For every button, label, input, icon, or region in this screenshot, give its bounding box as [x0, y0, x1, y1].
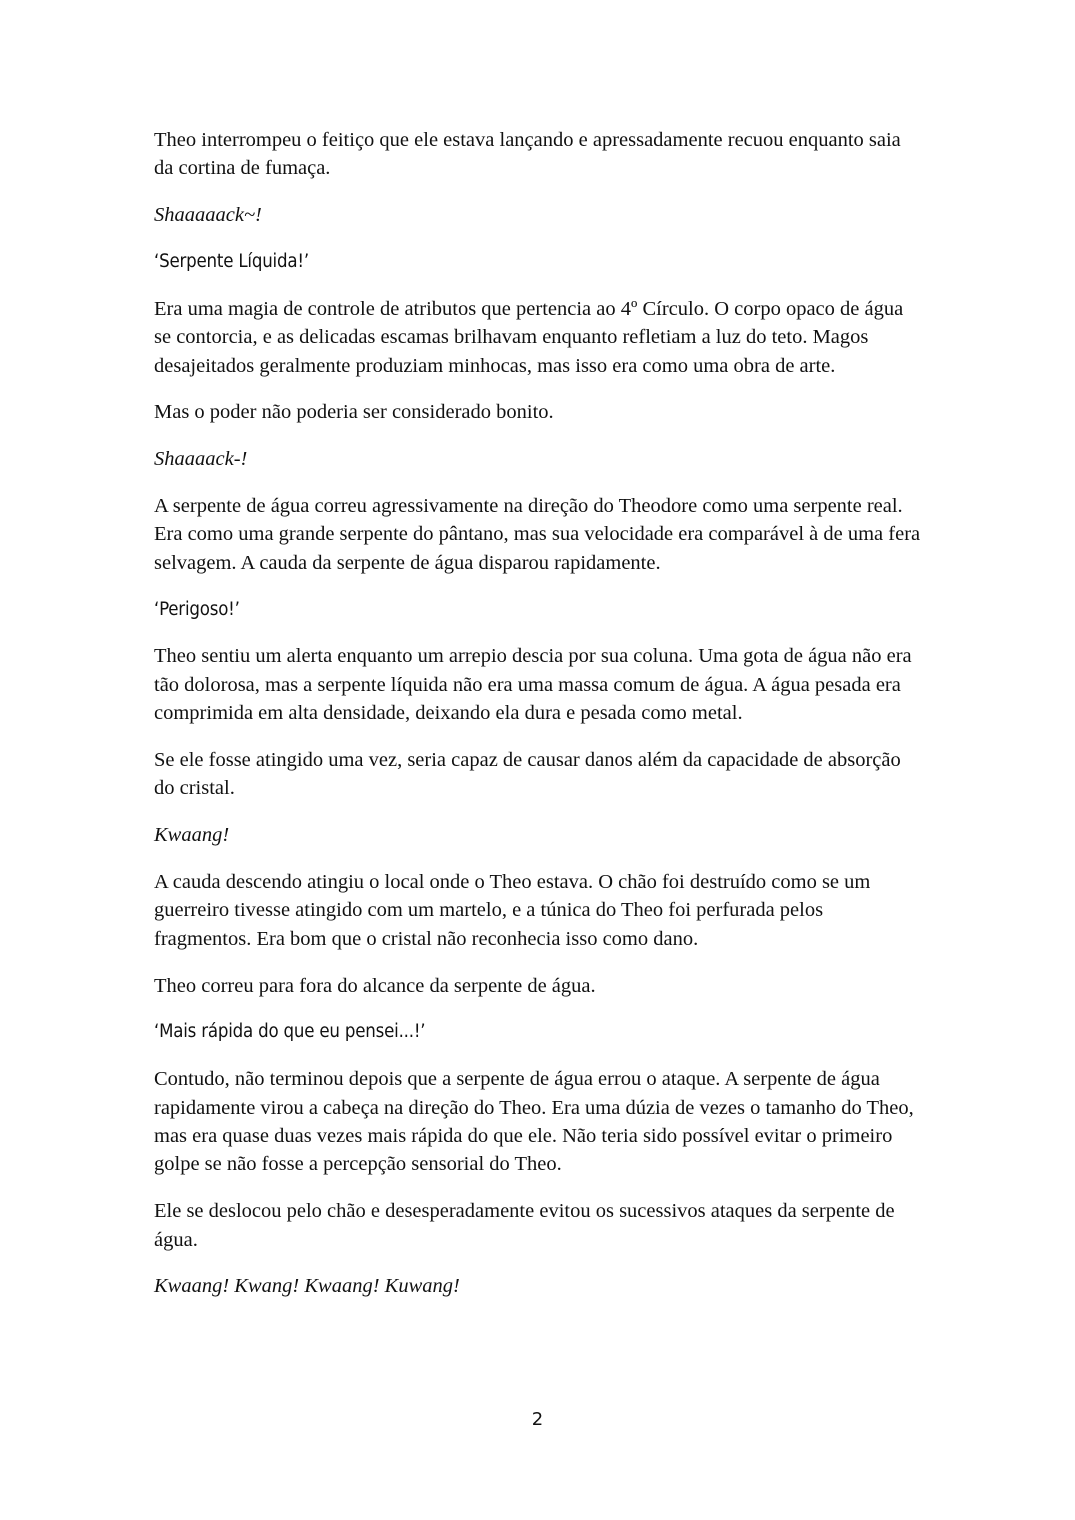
paragraph: Theo correu para fora do alcance da serpente de água.: [154, 974, 596, 997]
sound-effect: Shaaaaack~!: [154, 204, 262, 227]
sound-effect: Shaaaack-!: [154, 448, 248, 471]
paragraph: Theo interrompeu o feitiço que ele estava lançando e apressadamente recuou enquanto saia da cortina de fumaça.: [154, 129, 901, 180]
paragraph: Era uma magia de controle de atributos que pertencia ao 4º Círculo. O corpo opaco de água se contorcia, e as delicadas escamas brilhavam enquanto refletiam a luz do teto. Magos desajeitados geralmente produziam minhocas, mas isso era como uma obra de arte.: [154, 297, 904, 377]
paragraph: A cauda descendo atingiu o local onde o Theo estava. O chão foi destruído como se um guerreiro tivesse atingido com um martelo, e a túnica do Theo foi perfurada pelos fragmentos. Era bom que o cristal não reconhecia isso como dano.: [154, 871, 871, 950]
inner-thought: ‘Mais rápida do que eu pensei...!’: [154, 1021, 426, 1043]
document-body: [154, 126, 922, 1319]
page-number: 2: [531, 1409, 544, 1430]
inner-thought: ‘Perigoso!’: [154, 598, 240, 620]
paragraph: Contudo, não terminou depois que a serpente de água errou o ataque. A serpente de água rapidamente virou a cabeça na direção do Theo. Era uma dúzia de vezes o tamanho do Theo, mas era quase duas vezes mais rápida do que ele. Não teria sido possível evitar o primeiro golpe se não fosse a percepção sensorial do Theo.: [154, 1068, 914, 1176]
paragraph: Theo sentiu um alerta enquanto um arrepio descia por sua coluna. Uma gota de água não era tão dolorosa, mas a serpente líquida não era uma massa comum de água. A água pesada era comprimida em alta densidade, deixando ela dura e pesada como metal.: [154, 645, 912, 725]
paragraph: Mas o poder não poderia ser considerado bonito.: [154, 401, 554, 424]
inner-thought: ‘Serpente Líquida!’: [154, 251, 309, 272]
sound-effect: Kwaang! Kwang! Kwaang! Kuwang!: [154, 1275, 460, 1298]
sound-effect: Kwaang!: [154, 824, 230, 847]
paragraph: Se ele fosse atingido uma vez, seria capaz de causar danos além da capacidade de absorção do cristal.: [154, 749, 901, 800]
paragraph: Ele se deslocou pelo chão e desesperadamente evitou os sucessivos ataques da serpente de água.: [154, 1200, 895, 1251]
paragraph: A serpente de água correu agressivamente na direção do Theodore como uma serpente real. Era como uma grande serpente do pântano, mas sua velocidade era comparável à de uma fera selvagem. A cauda da serpente de água disparou rapidamente.: [154, 495, 921, 574]
